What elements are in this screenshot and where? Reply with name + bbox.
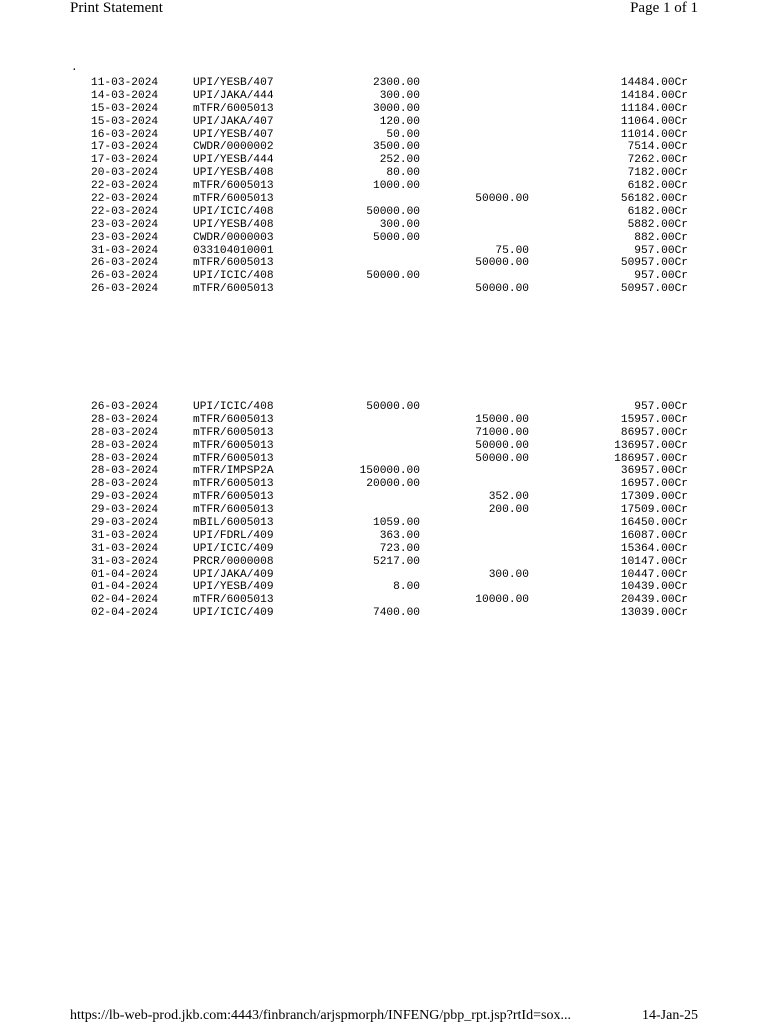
transaction-debit: 1000.00	[373, 180, 420, 193]
transaction-credit: 50000.00	[475, 452, 529, 465]
transaction-balance: 5882.00Cr	[627, 218, 688, 231]
transaction-credit: 50000.00	[475, 439, 529, 452]
transaction-date: 02-04-2024	[91, 607, 159, 620]
transaction-date: 31-03-2024	[91, 555, 159, 568]
transaction-description: mTFR/6005013	[193, 413, 274, 426]
transaction-date: 01-04-2024	[91, 581, 159, 594]
table-row	[0, 427, 768, 440]
transaction-debit: 20000.00	[366, 478, 420, 491]
transaction-debit: 5000.00	[373, 231, 420, 244]
transaction-balance: 6182.00Cr	[627, 205, 688, 218]
transaction-date: 20-03-2024	[91, 167, 159, 180]
transaction-description: UPI/JAKA/409	[193, 568, 274, 581]
table-row	[0, 581, 768, 594]
page-number: Page 1 of 1	[630, 0, 698, 16]
transaction-balance: 7514.00Cr	[627, 141, 688, 154]
transaction-balance: 957.00Cr	[634, 270, 688, 283]
transaction-balance: 50957.00Cr	[620, 257, 688, 270]
transaction-date: 26-03-2024	[91, 257, 159, 270]
transaction-description: CWDR/0000003	[193, 231, 274, 244]
table-row	[0, 543, 768, 556]
transaction-date: 22-03-2024	[91, 180, 159, 193]
transaction-description: UPI/JAKA/407	[193, 115, 274, 128]
transaction-debit: 50000.00	[366, 205, 420, 218]
transaction-description: UPI/YESB/409	[193, 581, 274, 594]
transaction-balance: 13039.00Cr	[620, 607, 688, 620]
transaction-debit: 363.00	[379, 529, 420, 542]
transaction-description: UPI/YESB/408	[193, 167, 274, 180]
transaction-description: mTFR/6005013	[193, 504, 274, 517]
transaction-balance: 10439.00Cr	[620, 581, 688, 594]
transaction-balance: 16957.00Cr	[620, 478, 688, 491]
table-row	[0, 270, 768, 283]
transaction-date: 29-03-2024	[91, 517, 159, 530]
transaction-description: mTFR/6005013	[193, 594, 274, 607]
transaction-description: UPI/ICIC/408	[193, 205, 274, 218]
table-row	[0, 414, 768, 427]
transaction-debit: 3000.00	[373, 102, 420, 115]
transaction-debit: 120.00	[379, 115, 420, 128]
transaction-date: 28-03-2024	[91, 452, 159, 465]
transaction-description: UPI/YESB/407	[193, 77, 274, 89]
transaction-balance: 11064.00Cr	[620, 115, 688, 128]
table-row	[0, 607, 768, 620]
transaction-balance: 16087.00Cr	[620, 529, 688, 542]
transaction-date: 11-03-2024	[91, 77, 159, 89]
transaction-description: UPI/YESB/408	[193, 218, 274, 231]
table-row	[0, 401, 768, 414]
transaction-description: mBIL/6005013	[193, 517, 274, 530]
transaction-debit: 252.00	[379, 154, 420, 167]
statement-block-1	[0, 77, 768, 296]
table-row	[0, 180, 768, 193]
transaction-date: 22-03-2024	[91, 193, 159, 206]
table-row	[0, 257, 768, 270]
transaction-balance: 11014.00Cr	[620, 128, 688, 141]
transaction-description: UPI/JAKA/444	[193, 89, 274, 102]
transaction-balance: 186957.00Cr	[614, 452, 688, 465]
transaction-description: UPI/YESB/444	[193, 154, 274, 167]
table-row	[0, 167, 768, 180]
transaction-date: 26-03-2024	[91, 401, 159, 413]
transaction-credit: 200.00	[488, 504, 529, 517]
transaction-date: 14-03-2024	[91, 89, 159, 102]
transaction-balance: 7182.00Cr	[627, 167, 688, 180]
table-row	[0, 193, 768, 206]
transaction-balance: 14184.00Cr	[620, 89, 688, 102]
transaction-credit: 352.00	[488, 491, 529, 504]
transaction-balance: 6182.00Cr	[627, 180, 688, 193]
table-row	[0, 440, 768, 453]
transaction-debit: 7400.00	[373, 607, 420, 620]
transaction-description: PRCR/0000008	[193, 555, 274, 568]
table-row	[0, 103, 768, 116]
transaction-debit: 50000.00	[366, 401, 420, 413]
transaction-balance: 11184.00Cr	[620, 102, 688, 115]
table-row	[0, 154, 768, 167]
transaction-date: 31-03-2024	[91, 542, 159, 555]
transaction-debit: 723.00	[379, 542, 420, 555]
transaction-description: UPI/ICIC/408	[193, 401, 274, 413]
table-row	[0, 453, 768, 466]
transaction-description: mTFR/6005013	[193, 452, 274, 465]
transaction-debit: 3500.00	[373, 141, 420, 154]
transaction-balance: 56182.00Cr	[620, 193, 688, 206]
transaction-date: 26-03-2024	[91, 270, 159, 283]
transaction-credit: 10000.00	[475, 594, 529, 607]
transaction-date: 28-03-2024	[91, 465, 159, 478]
table-row	[0, 283, 768, 296]
transaction-balance: 14484.00Cr	[620, 77, 688, 89]
transaction-debit: 8.00	[393, 581, 420, 594]
transaction-description: mTFR/6005013	[193, 478, 274, 491]
table-row	[0, 465, 768, 478]
transaction-description: mTFR/6005013	[193, 426, 274, 439]
transaction-debit: 300.00	[379, 89, 420, 102]
transaction-date: 15-03-2024	[91, 102, 159, 115]
transaction-credit: 75.00	[495, 244, 529, 257]
transaction-date: 17-03-2024	[91, 154, 159, 167]
transaction-balance: 15364.00Cr	[620, 542, 688, 555]
transaction-description: mTFR/6005013	[193, 257, 274, 270]
transaction-date: 17-03-2024	[91, 141, 159, 154]
transaction-balance: 86957.00Cr	[620, 426, 688, 439]
transaction-description: mTFR/6005013	[193, 180, 274, 193]
table-row	[0, 491, 768, 504]
transaction-date: 28-03-2024	[91, 439, 159, 452]
table-row	[0, 594, 768, 607]
transaction-credit: 50000.00	[475, 193, 529, 206]
transaction-date: 28-03-2024	[91, 426, 159, 439]
statement-block-2	[0, 401, 768, 620]
transaction-description: mTFR/IMPSP2A	[193, 465, 274, 478]
transaction-balance: 36957.00Cr	[620, 465, 688, 478]
transaction-description: UPI/FDRL/409	[193, 529, 274, 542]
table-row	[0, 530, 768, 543]
transaction-debit: 5217.00	[373, 555, 420, 568]
footer-date: 14-Jan-25	[642, 1008, 698, 1023]
transaction-date: 23-03-2024	[91, 218, 159, 231]
table-row	[0, 569, 768, 582]
footer-url: https://lb-web-prod.jkb.com:4443/finbranch/arjspmorph/INFENG/pbp_rpt.jsp?rtId=sox...	[70, 1008, 571, 1023]
transaction-balance: 15957.00Cr	[620, 413, 688, 426]
transaction-description: UPI/YESB/407	[193, 128, 274, 141]
transaction-balance: 16450.00Cr	[620, 517, 688, 530]
transaction-description: 033104010001	[193, 244, 274, 257]
table-row	[0, 90, 768, 103]
table-row	[0, 77, 768, 90]
transaction-credit: 15000.00	[475, 413, 529, 426]
transaction-description: mTFR/6005013	[193, 439, 274, 452]
transaction-description: mTFR/6005013	[193, 102, 274, 115]
transaction-balance: 20439.00Cr	[620, 594, 688, 607]
transaction-debit: 80.00	[386, 167, 420, 180]
table-row	[0, 141, 768, 154]
transaction-date: 31-03-2024	[91, 529, 159, 542]
transaction-date: 23-03-2024	[91, 231, 159, 244]
transaction-balance: 882.00Cr	[634, 231, 688, 244]
transaction-description: mTFR/6005013	[193, 491, 274, 504]
table-row	[0, 116, 768, 129]
transaction-debit: 50000.00	[366, 270, 420, 283]
transaction-balance: 136957.00Cr	[614, 439, 688, 452]
transaction-date: 15-03-2024	[91, 115, 159, 128]
transaction-debit: 150000.00	[359, 465, 420, 478]
page-title: Print Statement	[70, 0, 163, 16]
transaction-credit: 50000.00	[475, 257, 529, 270]
transaction-balance: 957.00Cr	[634, 244, 688, 257]
transaction-debit: 2300.00	[373, 77, 420, 89]
transaction-date: 02-04-2024	[91, 594, 159, 607]
transaction-description: UPI/ICIC/408	[193, 270, 274, 283]
transaction-date: 29-03-2024	[91, 504, 159, 517]
table-row	[0, 245, 768, 258]
table-row	[0, 232, 768, 245]
table-row	[0, 556, 768, 569]
transaction-balance: 957.00Cr	[634, 401, 688, 413]
transaction-credit: 50000.00	[475, 283, 529, 296]
transaction-balance: 10147.00Cr	[620, 555, 688, 568]
table-row	[0, 129, 768, 142]
table-row	[0, 219, 768, 232]
transaction-balance: 7262.00Cr	[627, 154, 688, 167]
transaction-debit: 300.00	[379, 218, 420, 231]
transaction-debit: 1059.00	[373, 517, 420, 530]
transaction-description: CWDR/0000002	[193, 141, 274, 154]
transaction-balance: 10447.00Cr	[620, 568, 688, 581]
transaction-date: 28-03-2024	[91, 478, 159, 491]
transaction-date: 28-03-2024	[91, 413, 159, 426]
transaction-date: 16-03-2024	[91, 128, 159, 141]
transaction-balance: 17309.00Cr	[620, 491, 688, 504]
transaction-balance: 17509.00Cr	[620, 504, 688, 517]
transaction-credit: 71000.00	[475, 426, 529, 439]
transaction-date: 26-03-2024	[91, 283, 159, 296]
transaction-description: UPI/ICIC/409	[193, 607, 274, 620]
transaction-date: 22-03-2024	[91, 205, 159, 218]
transaction-description: UPI/ICIC/409	[193, 542, 274, 555]
transaction-description: mTFR/6005013	[193, 283, 274, 296]
transaction-balance: 50957.00Cr	[620, 283, 688, 296]
transaction-date: 01-04-2024	[91, 568, 159, 581]
transaction-date: 29-03-2024	[91, 491, 159, 504]
transaction-credit: 300.00	[488, 568, 529, 581]
table-row	[0, 517, 768, 530]
dot-marker: .	[71, 62, 78, 74]
transaction-debit: 50.00	[386, 128, 420, 141]
transaction-description: mTFR/6005013	[193, 193, 274, 206]
table-row	[0, 478, 768, 491]
transaction-date: 31-03-2024	[91, 244, 159, 257]
table-row	[0, 504, 768, 517]
table-row	[0, 206, 768, 219]
